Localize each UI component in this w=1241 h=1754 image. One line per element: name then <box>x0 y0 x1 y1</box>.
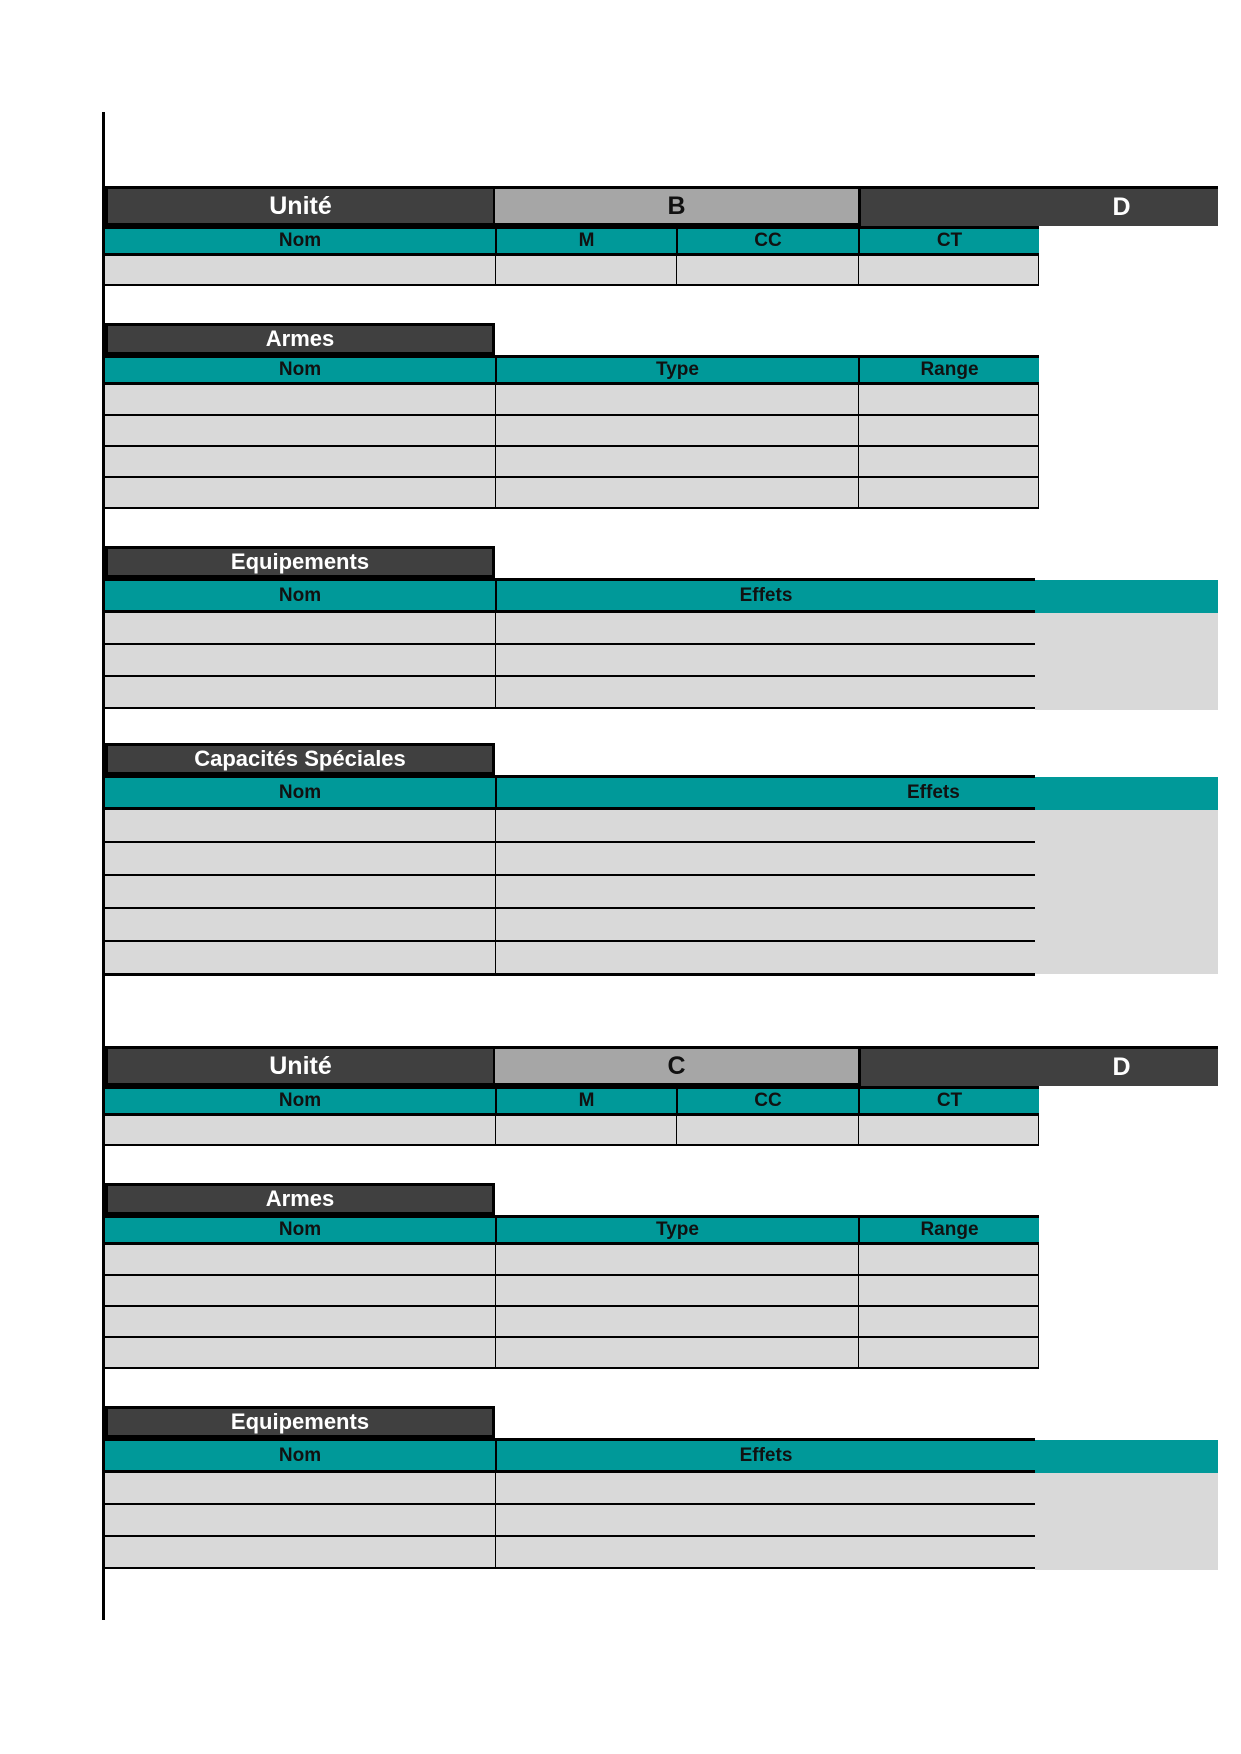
truncated-column-header: D <box>858 1046 1218 1086</box>
armes-title: Armes <box>105 1183 495 1215</box>
unit-b-header <box>105 186 1218 226</box>
col-ct: CT <box>858 1086 1039 1116</box>
cell-nom[interactable] <box>105 1307 495 1338</box>
cell-ct[interactable] <box>858 256 1039 286</box>
cell-range[interactable] <box>858 416 1039 447</box>
col-range: Range <box>858 1215 1039 1245</box>
cell-effets[interactable] <box>495 810 1035 843</box>
capacites-title: Capacités Spéciales <box>105 743 495 775</box>
unit-letter: B <box>495 186 858 226</box>
cell-nom[interactable] <box>105 876 495 909</box>
truncated-column-header: D <box>858 186 1218 226</box>
cell-cc[interactable] <box>676 256 858 286</box>
cell-ct[interactable] <box>858 1116 1039 1146</box>
cell-type[interactable] <box>495 385 858 416</box>
cell-type[interactable] <box>495 1245 858 1276</box>
cell-effets[interactable] <box>495 613 1035 645</box>
cell-range[interactable] <box>858 1338 1039 1369</box>
unit-c-header <box>105 1046 1218 1086</box>
cell-range[interactable] <box>858 447 1039 478</box>
col-nom: Nom <box>105 226 495 256</box>
cell-nom[interactable] <box>105 645 495 677</box>
cell-effets[interactable] <box>495 942 1035 975</box>
equip-c-title-wrap <box>105 1406 495 1438</box>
equipements-title: Equipements <box>105 1406 495 1438</box>
cell-nom[interactable] <box>105 1338 495 1369</box>
cell-m[interactable] <box>495 1116 676 1146</box>
equip-b-title-wrap <box>105 546 495 578</box>
cell-nom[interactable] <box>105 1245 495 1276</box>
col-m: M <box>495 226 676 256</box>
cell-nom[interactable] <box>105 942 495 975</box>
cell-range[interactable] <box>858 1245 1039 1276</box>
cell-effets[interactable] <box>495 1473 1035 1505</box>
cell-effets[interactable] <box>495 843 1035 876</box>
cell-effets[interactable] <box>495 677 1035 709</box>
cell-range[interactable] <box>858 1276 1039 1307</box>
armes-b-title-wrap <box>105 323 495 355</box>
cell-nom[interactable] <box>105 1276 495 1307</box>
cell-cc[interactable] <box>676 1116 858 1146</box>
cell-nom[interactable] <box>105 478 495 509</box>
cell-nom[interactable] <box>105 1116 495 1146</box>
cell-nom[interactable] <box>105 416 495 447</box>
col-nom: Nom <box>105 355 495 385</box>
unit-title: Unité <box>105 186 495 226</box>
cell-type[interactable] <box>495 1338 858 1369</box>
armes-title: Armes <box>105 323 495 355</box>
caps-b-title-wrap <box>105 743 495 775</box>
cell-effets[interactable] <box>495 909 1035 942</box>
col-cc: CC <box>676 226 858 256</box>
col-nom: Nom <box>105 1086 495 1116</box>
col-ct: CT <box>858 226 1039 256</box>
col-cc: CC <box>676 1086 858 1116</box>
armes-c-title-wrap <box>105 1183 495 1215</box>
col-type: Type <box>495 1215 858 1245</box>
col-nom: Nom <box>105 1215 495 1245</box>
cell-nom[interactable] <box>105 1505 495 1537</box>
cell-nom[interactable] <box>105 1537 495 1569</box>
cell-range[interactable] <box>858 1307 1039 1338</box>
cell-nom[interactable] <box>105 843 495 876</box>
col-m: M <box>495 1086 676 1116</box>
cell-type[interactable] <box>495 478 858 509</box>
col-nom: Nom <box>105 775 495 810</box>
cell-nom[interactable] <box>105 613 495 645</box>
unit-letter: C <box>495 1046 858 1086</box>
cell-effets[interactable] <box>495 1505 1035 1537</box>
cell-nom[interactable] <box>105 385 495 416</box>
cell-type[interactable] <box>495 1307 858 1338</box>
cell-effets[interactable] <box>495 876 1035 909</box>
cell-nom[interactable] <box>105 909 495 942</box>
cell-type[interactable] <box>495 416 858 447</box>
cell-m[interactable] <box>495 256 676 286</box>
col-nom: Nom <box>105 1438 495 1473</box>
cell-type[interactable] <box>495 1276 858 1307</box>
unit-title: Unité <box>105 1046 495 1086</box>
cell-nom[interactable] <box>105 677 495 709</box>
col-effets: Effets <box>495 1438 1035 1473</box>
cell-nom[interactable] <box>105 810 495 843</box>
cell-effets[interactable] <box>495 645 1035 677</box>
col-range: Range <box>858 355 1039 385</box>
cell-range[interactable] <box>858 478 1039 509</box>
col-type: Type <box>495 355 858 385</box>
col-nom: Nom <box>105 578 495 613</box>
cell-nom[interactable] <box>105 1473 495 1505</box>
cell-effets[interactable] <box>495 1537 1035 1569</box>
equipements-title: Equipements <box>105 546 495 578</box>
col-effets: Effets <box>495 578 1035 613</box>
cell-nom[interactable] <box>105 256 495 286</box>
col-effets: Effets <box>495 775 1035 810</box>
cell-nom[interactable] <box>105 447 495 478</box>
cell-type[interactable] <box>495 447 858 478</box>
cell-range[interactable] <box>858 385 1039 416</box>
